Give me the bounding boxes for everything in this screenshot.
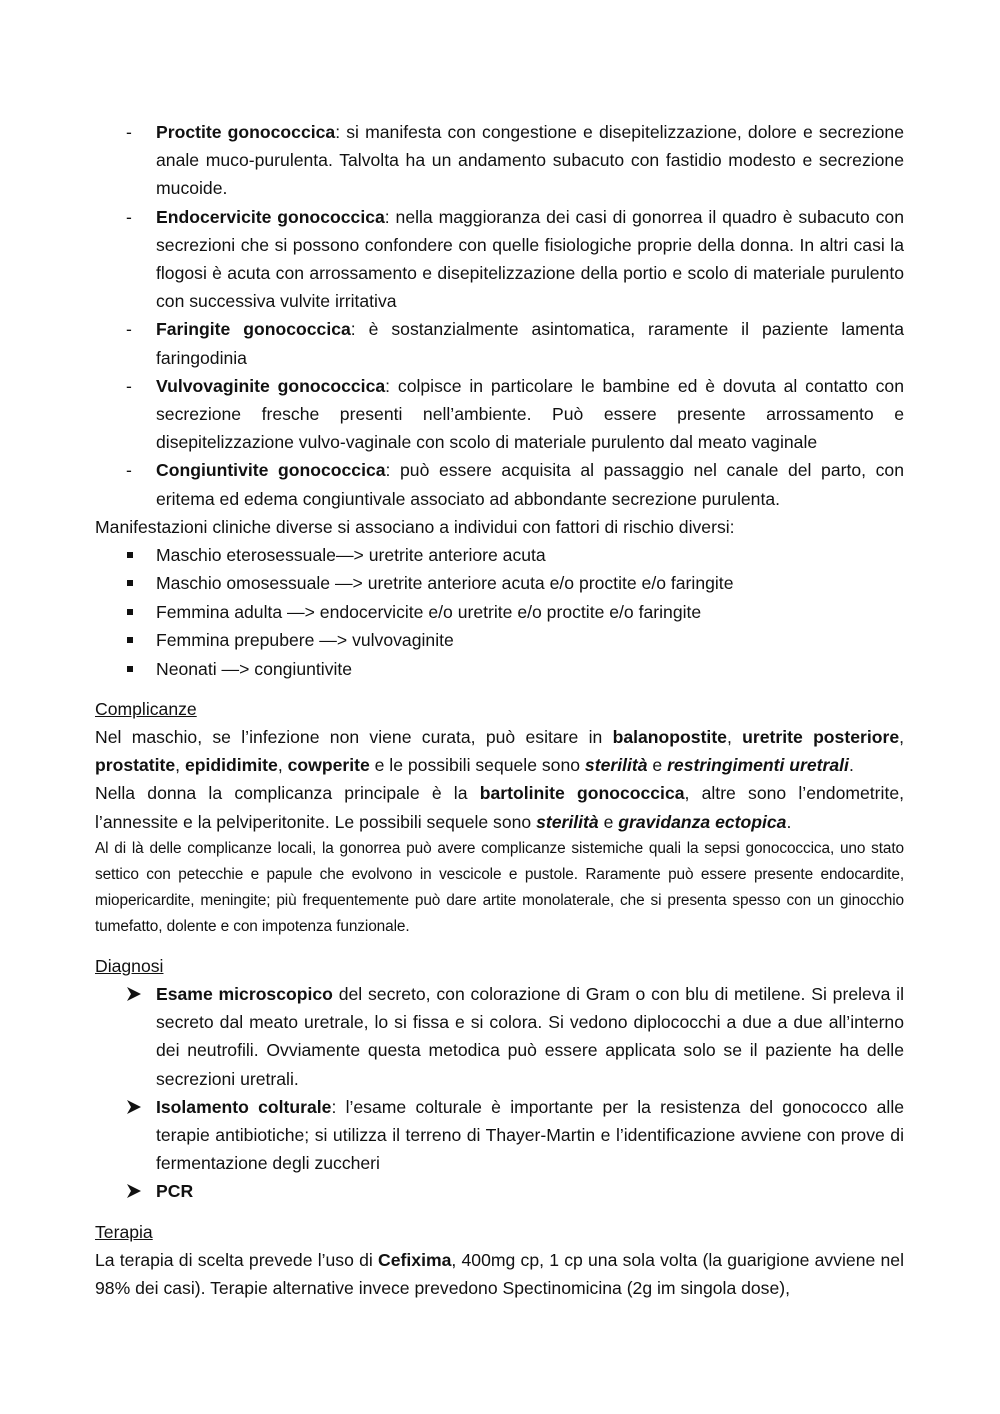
list-item-text: del secreto, con colorazione di Gram o con blu di metilene. Si preleva il secreto dal meato uretrale, lo si fissa e si colora. Si vedono diplococchi a due a due all’interno dei neutrofili. Ovviamente questa metodica può essere applicata solo se il paziente ha delle secrezioni uretrali. [156,983,904,1089]
list-item-term: Proctite gonococcica [156,122,336,142]
bold-term: epididimite [184,755,278,776]
bold-term: bartolinite gonococcica [479,783,685,804]
list-item-text: : può essere acquisita al passaggio nel canale del parto, con eritema ed edema congiuntivale associato ad abbondante secrezione purulenta. [156,460,904,509]
list-item [95,1093,904,1178]
risk-list [95,541,904,683]
list-item [95,569,904,597]
text-run: Nella donna la complicanza principale è la [95,783,480,804]
list-item [95,456,904,512]
bold-term: uretrite posteriore [742,727,900,748]
dash-marker: - [126,460,132,481]
dash-list [95,118,904,513]
risk-intro-paragraph: Manifestazioni cliniche diverse si associano a individui con fattori di rischio diversi: [95,516,735,537]
text-run: , [726,727,743,748]
list-item [95,118,904,203]
list-item-text: Neonati —> congiuntivite [156,658,353,679]
bold-italic-term: restringimenti uretrali [667,755,849,776]
bold-term: balanopostite [612,727,727,748]
text-run: , 400mg cp, 1 cp una sola volta (la guarigione avviene nel 98% dei casi). Terapie alternative invece prevedono Spectinomicina (2g im singola dose), [95,1249,904,1298]
list-item-text: : è sostanzialmente asintomatica, raramente il paziente lamenta faringodinia [156,319,904,368]
text-run: e [647,755,668,776]
list-item-text: Femmina prepubere —> vulvovaginite [156,630,454,651]
square-bullet-icon [127,666,133,672]
square-bullet-icon [127,552,133,558]
square-bullet-icon [127,609,133,615]
text-run: . [786,811,792,832]
list-item [95,655,904,683]
text-run: La terapia di scelta prevede l’uso di [95,1249,379,1270]
list-item [95,598,904,626]
list-item [95,626,904,654]
bold-term: Cefixima [378,1249,452,1270]
bold-italic-term: sterilità [536,811,599,832]
dash-marker: - [126,206,132,227]
text-run: , altre sono l’endometrite, l’annessite e la pelviperitonite. Le possibili sequele sono [95,783,905,832]
list-item-text: Maschio eterosessuale—> uretrite anteriore acuta [156,545,546,566]
bold-italic-term: gravidanza ectopica [618,811,787,832]
text-run: , [277,755,288,776]
list-item-term: Faringite gonococcica [156,319,351,340]
list-item-term: PCR [156,1181,194,1202]
text-run: , [175,755,185,776]
text-run: Nel maschio, se l’infezione non viene curata, può esitare in [95,727,613,748]
complicanze-paragraph-systemic: Al di là delle complicanze locali, la gonorrea può avere complicanze sistemiche quali la sepsi gonococcica, uno stato settico con petecchie e papule che evolvono in vescicole e pustole. Raramente può essere presente endocardite, miopericardite, meningite; più frequentemente può dare artite monolaterale, che si presenta spesso con un ginocchio tumefatto, dolente e con impotenza funzionale. [95,839,904,935]
bold-term: cowperite [287,755,370,776]
list-item-term: Vulvovaginite gonococcica [156,375,386,396]
arrowhead-bullet-icon [126,1183,142,1199]
complicanze-paragraph-male [95,723,904,779]
list-item-term: Isolamento colturale [156,1096,332,1117]
list-item [95,203,904,316]
square-bullet-icon [127,637,133,643]
list-item-text: : nella maggioranza dei casi di gonorrea il quadro è subacuto con secrezioni che si possono confondere con quelle fisiologiche proprie della donna. In altri casi la flogosi è acuta con arrossamento e disepitelizzazione della portio e scolo di materiale purulento con successiva vulvite irritativa [156,206,904,312]
text-run: e [598,811,619,832]
list-item-text: Maschio omosessuale —> uretrite anteriore acuta e/o proctite e/o faringite [156,573,734,594]
list-item-text: : colpisce in particolare le bambine ed è dovuta al contatto con secrezione fresche presenti nell’ambiente. Può essere presente arrossamento e disepitelizzazione vulvo-vaginale con scolo di materiale purulento dal meato vaginale [156,375,904,453]
list-item-text: : l’esame colturale è importante per la resistenza del gonococco alle terapie antibiotiche; si utilizza il terreno di Thayer-Martin e l’identificazione avviene con prove di fermentazione degli zuccheri [156,1096,905,1174]
list-item-term: Esame microscopico [156,983,333,1004]
list-item-term: Endocervicite gonococcica [156,206,385,227]
list-item [95,372,904,457]
complicanze-paragraph-female [95,779,904,835]
diagnosi-list [95,980,904,1206]
dash-marker: - [126,122,132,142]
dash-marker: - [126,375,132,396]
list-item [95,315,904,371]
arrowhead-bullet-icon [126,986,142,1002]
bold-term: prostatite [95,755,176,776]
list-item [95,1177,904,1205]
arrowhead-bullet-icon [126,1099,142,1115]
text-run: e le possibili sequele sono [369,755,585,776]
text-run: , [899,727,904,748]
text-run: . [848,755,854,776]
dash-marker: - [126,319,132,340]
bold-italic-term: sterilità [584,755,648,776]
square-bullet-icon [127,580,133,586]
section-heading-complicanze: Complicanze [95,699,197,720]
section-heading-diagnosi: Diagnosi [95,955,164,976]
list-item [95,980,904,1093]
list-item-text: : si manifesta con congestione e disepitelizzazione, dolore e secrezione anale muco-purulenta. Talvolta ha un andamento subacuto con fastidio modesto e secrezione mucoide. [156,122,904,199]
section-heading-terapia: Terapia [95,1221,153,1242]
list-item-term: Congiuntivite gonococcica [156,460,386,481]
list-item-text: Femmina adulta —> endocervicite e/o uretrite e/o proctite e/o faringite [156,601,702,622]
list-item [95,541,904,569]
terapia-paragraph [95,1246,904,1302]
